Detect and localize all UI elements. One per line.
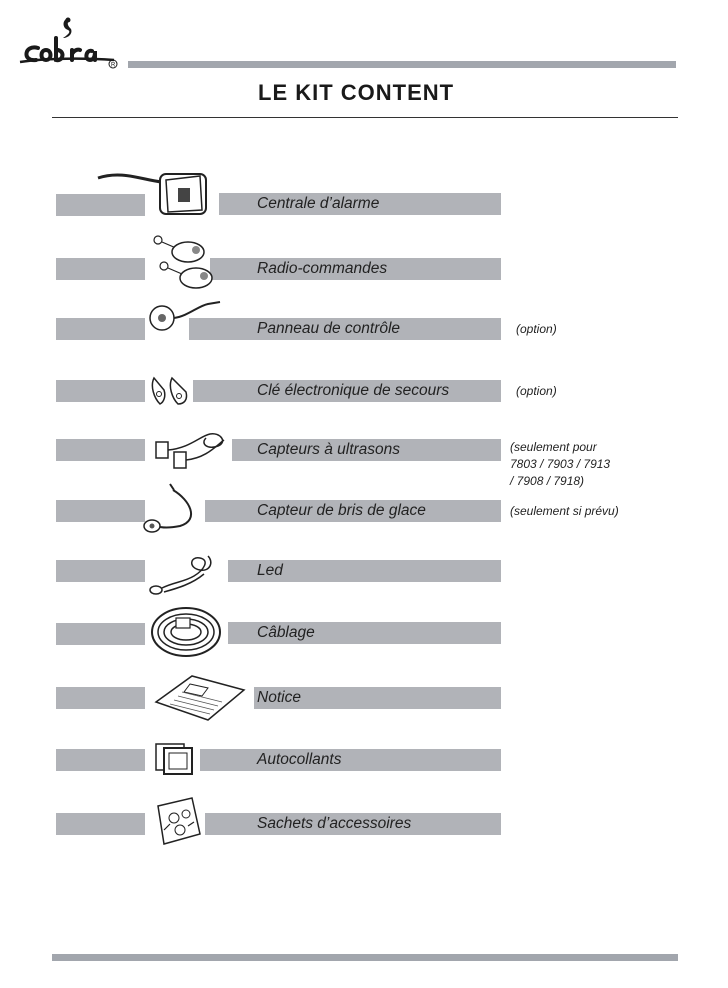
alarm-unit-icon (92, 166, 222, 218)
left-bar (56, 623, 145, 645)
item-label: Autocollants (257, 751, 342, 768)
item-label: Centrale d’alarme (257, 195, 380, 212)
wiring-icon (148, 602, 228, 662)
item-note: (seulement pour (510, 440, 597, 454)
left-bar (56, 687, 145, 709)
cobra-logo (16, 14, 120, 70)
item-note: (option) (516, 384, 557, 398)
item-label: Capteur de bris de glace (257, 502, 426, 519)
page-title: LE KIT CONTENT (258, 80, 455, 105)
footer-bar (52, 954, 678, 961)
item-label: Câblage (257, 624, 315, 641)
glass-break-sensor-icon (140, 480, 206, 540)
item-label: Led (257, 562, 283, 579)
item-label: Clé électronique de secours (257, 382, 450, 399)
accessory-bags-icon (150, 794, 206, 850)
backup-key-icon (148, 374, 194, 408)
ultrasonic-sensors-icon (150, 426, 234, 472)
item-note: (seulement si prévu) (510, 504, 619, 518)
stickers-icon (150, 738, 200, 778)
item-label: Notice (257, 689, 301, 706)
svg-text:R: R (111, 62, 116, 69)
item-label: Panneau de contrôle (257, 320, 401, 337)
item-note: (option) (516, 322, 557, 336)
item-note: 7803 / 7903 / 7913 (510, 457, 611, 471)
header-divider (52, 117, 678, 118)
left-bar (56, 258, 145, 280)
left-bar (56, 560, 145, 582)
left-bar (56, 439, 145, 461)
manual-icon (152, 672, 248, 724)
label-bar (200, 749, 501, 771)
item-label: Capteurs à ultrasons (257, 441, 401, 458)
left-bar (56, 500, 145, 522)
item-note: / 7908 / 7918) (510, 474, 585, 488)
led-icon (144, 548, 220, 600)
left-bar (56, 380, 145, 402)
left-bar (56, 318, 145, 340)
item-label: Radio-commandes (257, 260, 388, 277)
control-panel-icon (148, 296, 226, 336)
remote-controls-icon (150, 232, 216, 292)
left-bar (56, 749, 145, 771)
header-bar (128, 61, 676, 68)
left-bar (56, 813, 145, 835)
item-label: Sachets d’accessoires (257, 815, 412, 832)
